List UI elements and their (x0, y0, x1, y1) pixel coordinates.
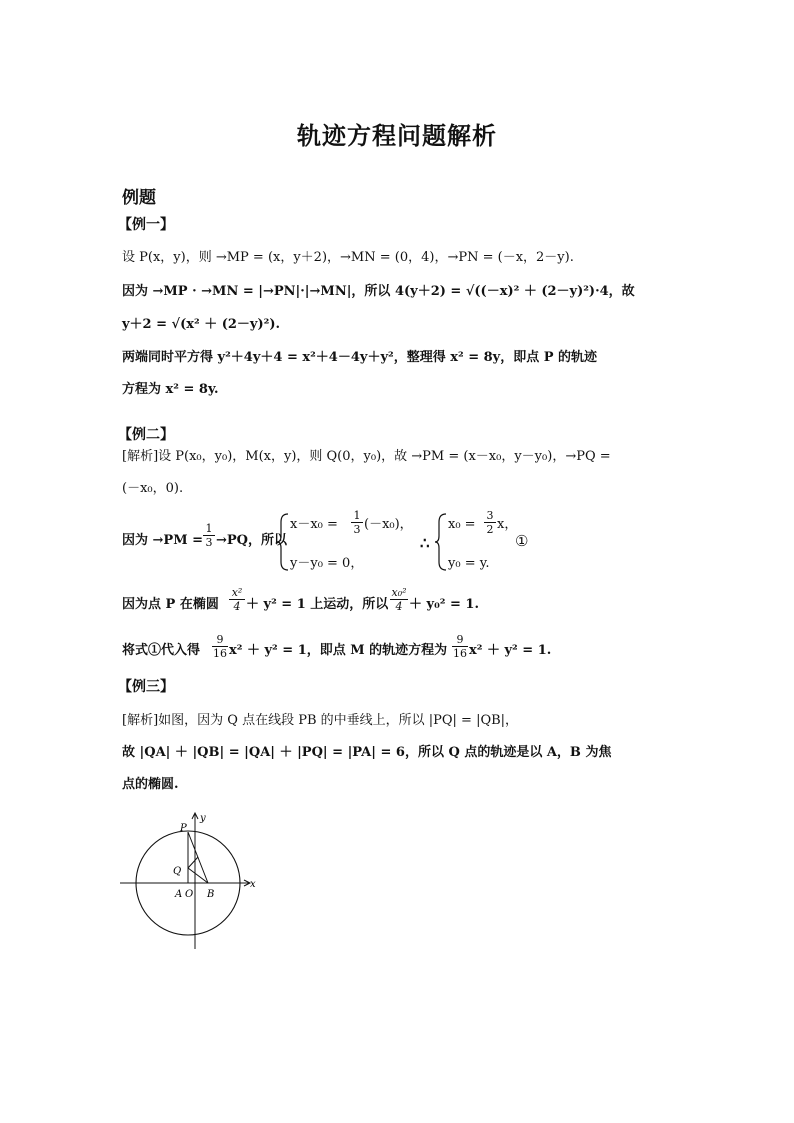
example-1-line-1: 设 P(x，y)，则 →MP = (x，y＋2)，→MN = (0，4)，→PN = (－x，2－y). (122, 250, 574, 265)
fraction-three-halves: 3 2 (484, 509, 496, 536)
example-1-line-4: 两端同时平方得 y²＋4y＋4 = x²＋4－4y＋y²，整理得 x² = 8y，即点 P 的轨迹 (122, 350, 598, 365)
example-2-line-2: (－x₀，0). (122, 481, 184, 496)
example-2-line-1: [解析]设 P(x₀，y₀)，M(x，y)，则 Q(0，y₀)，故 →PM = (x－x₀，y－y₀)，→PQ = (122, 449, 611, 464)
segment-Q-perpendicular (188, 857, 198, 868)
left-brace-icon (434, 512, 448, 572)
example-2-line-3-prefix: 因为 →PM = (122, 533, 204, 548)
page-title: 轨迹方程问题解析 (297, 122, 497, 150)
label-B: B (207, 889, 215, 900)
example-3-label: 【例三】 (118, 679, 174, 695)
example-3-line-2: 故 |QA| ＋ |QB| = |QA| ＋ |PQ| = |PA| = 6，所以 Q 点的轨迹是以 A，B 为焦 (122, 745, 612, 760)
example-1-line-2: 因为 →MP · →MN = |→PN|·|→MN|，所以 4(y＋2) = √((－x)² ＋ (2－y)²)·4，故 (122, 284, 635, 299)
example-2-label: 【例二】 (118, 427, 174, 443)
label-A: A (175, 889, 183, 900)
example-1-line-3: y＋2 = √(x² ＋ (2－y)²). (122, 317, 281, 332)
circled-one-marker: ① (515, 532, 529, 550)
fraction-one-third-b: 1 3 (351, 509, 363, 536)
example-2-line-3-suffix: →PQ，所以 (216, 533, 287, 548)
left-brace-icon (276, 512, 290, 572)
example-3-line-3: 点的椭圆. (122, 777, 179, 792)
system-2-row-1: x₀ = (448, 517, 476, 532)
example-2-line-5-c: x² ＋ y² = 1. (469, 643, 552, 658)
fraction-x2-over-4: x² 4 (229, 586, 245, 613)
ellipse-construction-figure (110, 805, 270, 955)
fraction-one-third-a: 1 3 (203, 522, 215, 549)
example-1-label: 【例一】 (118, 217, 174, 233)
fraction-9-over-16-a: 9 16 (213, 633, 227, 660)
label-O: O (185, 889, 194, 900)
therefore-symbol: ∴ (420, 534, 430, 552)
example-2-line-5-b: x² ＋ y² = 1，即点 M 的轨迹方程为 (229, 643, 448, 658)
label-x: x (250, 879, 256, 890)
example-3-line-1: [解析]如图，因为 Q 点在线段 PB 的中垂线上，所以 |PQ| = |QB|， (122, 713, 519, 728)
fraction-9-over-16-b: 9 16 (453, 633, 467, 660)
system-2-row-2: y₀ = y. (448, 556, 490, 571)
example-1-line-5: 方程为 x² = 8y. (122, 382, 219, 397)
example-2-line-4-c: ＋ y₀² = 1. (409, 597, 479, 612)
example-2-line-4-a: 因为点 P 在椭圆 (122, 597, 219, 612)
system-2-row-1-tail: x， (497, 517, 518, 532)
example-2-line-4-b: ＋ y² = 1 上运动，所以 (246, 597, 389, 612)
section-heading: 例题 (122, 188, 156, 208)
label-Q: Q (173, 866, 182, 877)
example-2-line-5-a: 将式①代入得 (122, 643, 201, 658)
system-1-row-1: x－x₀ = (290, 517, 338, 532)
label-y: y (200, 813, 206, 824)
label-P: P (180, 823, 187, 834)
fraction-x02-over-4: x₀² 4 (391, 586, 407, 613)
system-1-row-2: y－y₀ = 0， (290, 556, 364, 571)
system-1-row-1-tail: (－x₀)， (364, 517, 413, 532)
